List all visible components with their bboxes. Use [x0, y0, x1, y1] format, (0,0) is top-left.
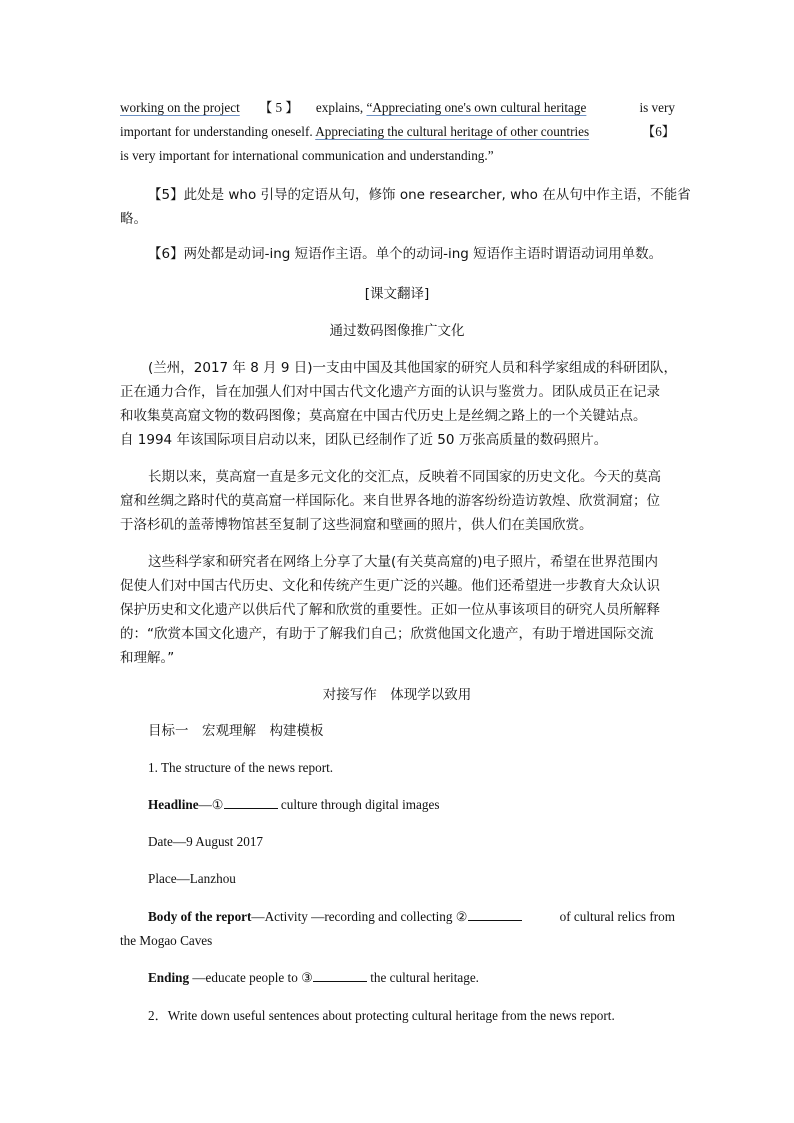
p3-line: 和理解。” — [120, 650, 175, 666]
answer-blank-2[interactable] — [468, 908, 522, 921]
body-label: Body of the report — [148, 909, 252, 924]
note-5: 【5】此处是 who 引导的定语从句，修饰 one researcher, who 在从句中作主语，不能省 — [148, 187, 691, 203]
p2-line: 长期以来，莫高窟一直是多元文化的交汇点，反映着不同国家的历史文化。今天的莫高 — [148, 469, 661, 485]
date-line: Date—9 August 2017 — [148, 834, 264, 849]
p3-line: 促使人们对中国古代历史、文化和传统产生更广泛的兴趣。他们还希望进一步教育大众认识 — [120, 578, 660, 594]
text-fragment: of cultural relics from — [559, 909, 675, 924]
p2-line: 于洛杉矶的盖蒂博物馆甚至复制了这些洞窟和壁画的照片，供人们在美国欣赏。 — [120, 517, 593, 533]
place-line: Place—Lanzhou — [148, 871, 236, 886]
body-line-cont: the Mogao Caves — [120, 933, 213, 948]
underlined-phrase: Appreciating the cultural heritage of other countries — [315, 124, 590, 139]
text-fragment: culture through digital images — [277, 797, 440, 812]
answer-blank-1[interactable] — [224, 796, 278, 809]
question-1: 1. The structure of the news report. — [148, 760, 334, 775]
text-fragment: —educate people to ③ — [189, 970, 313, 985]
section-label: [课文翻译] — [364, 286, 430, 302]
text-line — [120, 120, 675, 144]
question-2: 2．Write down useful sentences about protecting cultural heritage from the news report. — [148, 1008, 615, 1023]
p3-line: 保护历史和文化遗产以供后代了解和欣赏的重要性。正如一位从事该项目的研究人员所解释 — [120, 602, 660, 618]
answer-blank-3[interactable] — [313, 969, 367, 982]
headline-label: Headline — [148, 797, 199, 812]
translation-title: 通过数码图像推广文化 — [329, 323, 465, 339]
p1-line: 自 1994 年该国际项目启动以来，团队已经制作了近 50 万张高质量的数码照片。 — [120, 432, 608, 448]
blank-marker-6: 【6】 — [642, 124, 675, 139]
underlined-phrase: “Appreciating one's own cultural heritage — [366, 100, 587, 115]
underlined-phrase: working on the project — [120, 100, 240, 115]
headline-line — [148, 793, 439, 817]
p1-line: 正在通力合作，旨在加强人们对中国古代文化遗产方面的认识与鉴赏力。团队成员正在记录 — [120, 384, 660, 400]
p1-line: (兰州，2017 年 8 月 9 日)一支由中国及其他国家的研究人员和科学家组成的科研团队， — [148, 360, 678, 376]
goal-heading: 目标一 宏观理解 构建模板 — [148, 723, 324, 739]
writing-heading: 对接写作 体现学以致用 — [322, 687, 472, 703]
p2-line: 窟和丝绸之路时代的莫高窟一样国际化。来自世界各地的游客纷纷造访敦煌、欣赏洞窟；位 — [120, 493, 660, 509]
text-fragment: —① — [198, 797, 224, 812]
body-line — [148, 905, 675, 929]
text-line: is very important for international communication and understanding.” — [120, 148, 494, 163]
p3-line: 的：“欣赏本国文化遗产，有助于了解我们自己；欣赏他国文化遗产，有助于增进国际交流 — [120, 626, 654, 642]
text-line — [120, 96, 675, 120]
text-fragment: the cultural heritage. — [366, 970, 479, 985]
p3-line: 这些科学家和研究者在网络上分享了大量(有关莫高窟的)电子照片，希望在世界范围内 — [148, 554, 659, 570]
p1-line: 和收集莫高窟文物的数码图像；莫高窟在中国古代历史上是丝绸之路上的一个关键站点。 — [120, 408, 647, 424]
text-fragment: explains, — [315, 100, 364, 115]
text-fragment: —Activity —recording and collecting ② — [251, 909, 468, 924]
ending-line — [148, 966, 479, 990]
note-6: 【6】两处都是动词-ing 短语作主语。单个的动词-ing 短语作主语时谓语动词用单数。 — [148, 246, 663, 262]
blank-marker-5: 【 5 】 — [259, 100, 299, 115]
text-fragment: is very — [639, 100, 675, 115]
text-fragment: important for understanding oneself. — [120, 124, 313, 139]
ending-label: Ending — [148, 970, 190, 985]
note-5-cont: 略。 — [120, 211, 147, 227]
